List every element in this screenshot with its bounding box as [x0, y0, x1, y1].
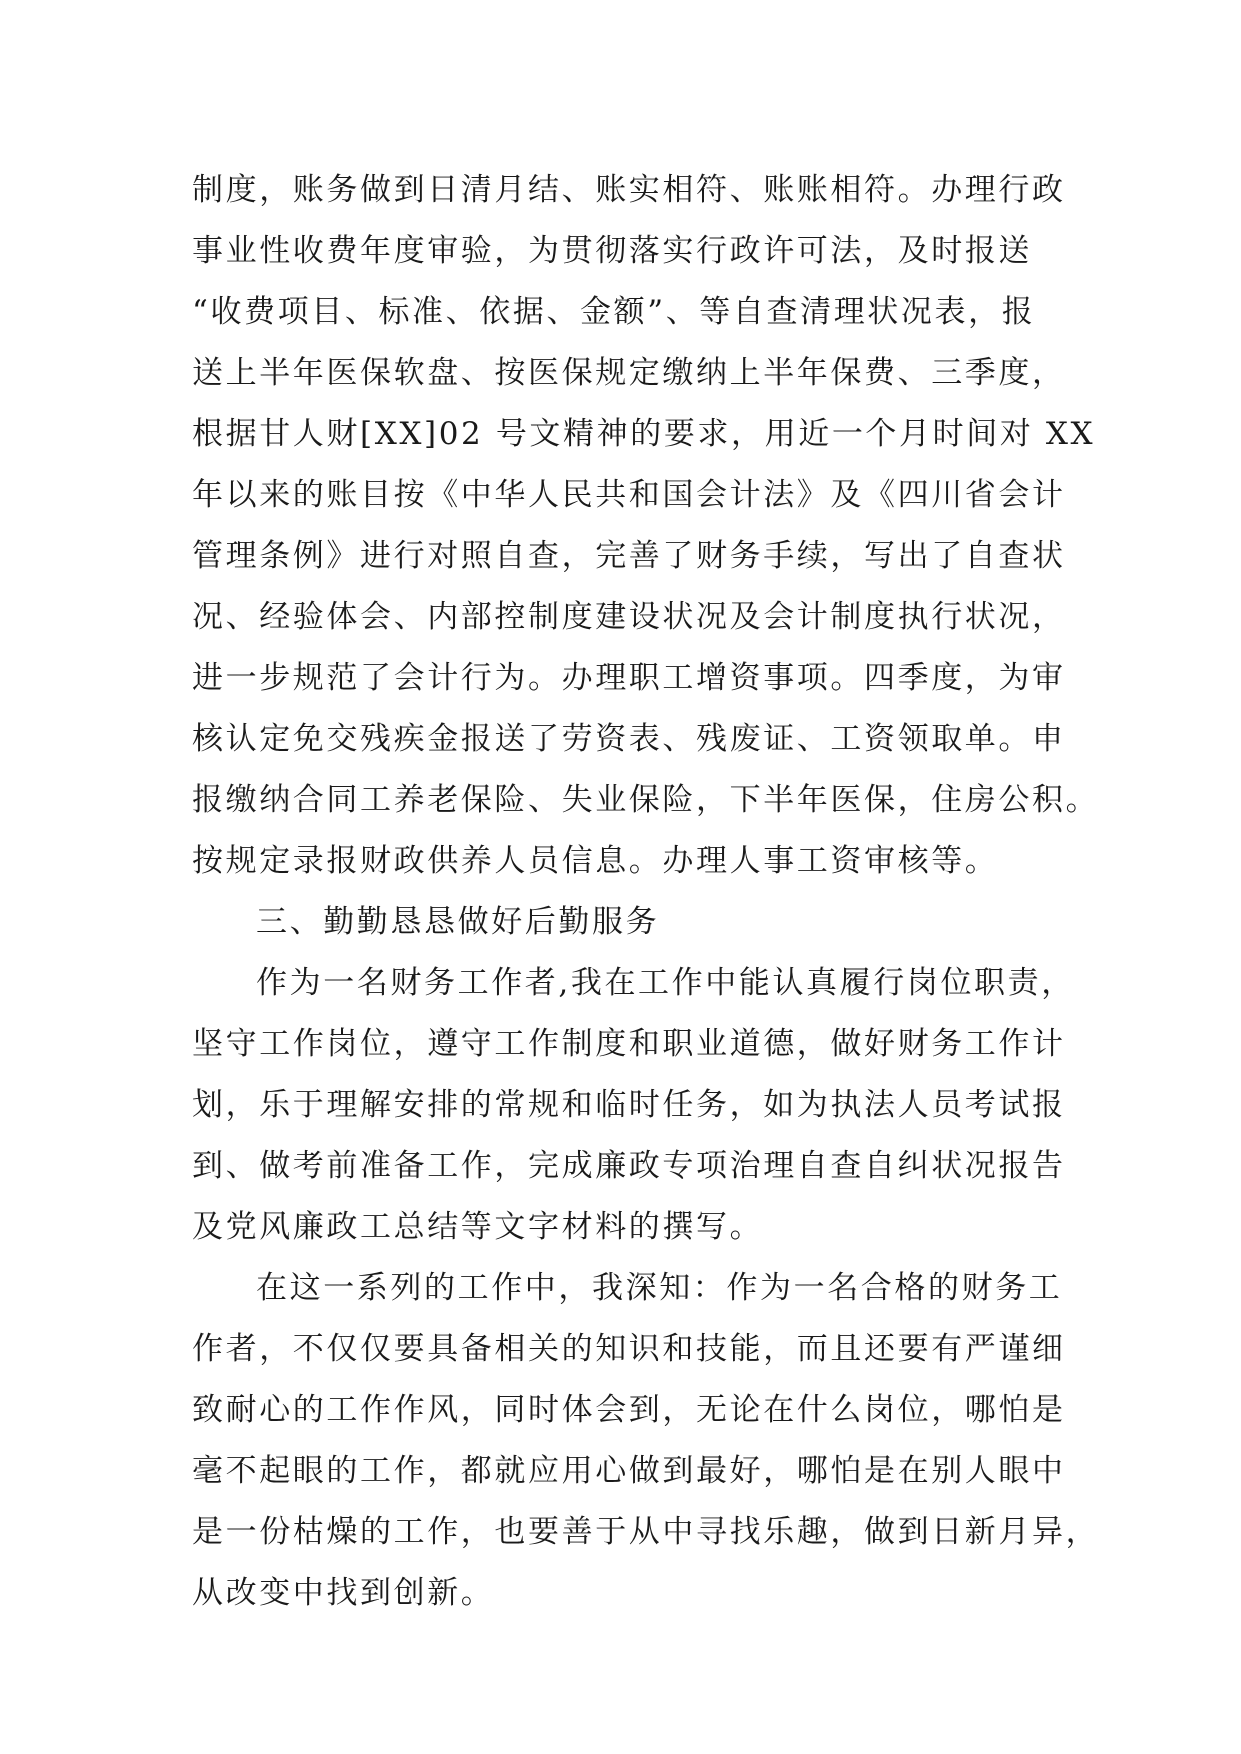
text-line: 制度，账务做到日清月结、账实相符、账账相符。办理行政: [192, 172, 1066, 208]
text-line: 根据甘人财[XX]02 号文精神的要求，用近一个月时间对 XX: [192, 416, 1096, 452]
text-line: 送上半年医保软盘、按医保规定缴纳上半年保费、三季度，: [192, 355, 1066, 391]
text-line: 核认定免交残疾金报送了劳资表、残废证、工资领取单。申: [192, 721, 1066, 757]
text-line: 是一份枯燥的工作，也要善于从中寻找乐趣，做到日新月异，: [192, 1514, 1100, 1550]
text-line: 作为一名财务工作者,我在工作中能认真履行岗位职责，: [256, 965, 1075, 1001]
text-line: 事业性收费年度审验，为贯彻落实行政许可法，及时报送: [192, 233, 1032, 269]
text-line: 进一步规范了会计行为。办理职工增资事项。四季度，为审: [192, 660, 1066, 696]
paragraph: [192, 160, 1100, 892]
text-line: “收费项目、标准、依据、金额”、等自查清理状况表，报: [192, 294, 1036, 330]
text-line: 况、经验体会、内部控制度建设状况及会计制度执行状况，: [192, 599, 1066, 635]
text-line: 作者，不仅仅要具备相关的知识和技能，而且还要有严谨细: [192, 1331, 1066, 1367]
text-line: 年以来的账目按《中华人民共和国会计法》及《四川省会计: [192, 477, 1066, 513]
text-line: 毫不起眼的工作，都就应用心做到最好，哪怕是在别人眼中: [192, 1453, 1066, 1489]
text-line: 管理条例》进行对照自查，完善了财务手续，写出了自查状: [192, 538, 1066, 574]
text-line: 从改变中找到创新。: [192, 1575, 495, 1611]
text-line: 坚守工作岗位，遵守工作制度和职业道德，做好财务工作计: [192, 1026, 1066, 1062]
document-body: [192, 160, 1100, 1624]
text-line: 报缴纳合同工养老保险、失业保险，下半年医保，住房公积。: [192, 782, 1100, 818]
text-line: 致耐心的工作作风，同时体会到，无论在什么岗位，哪怕是: [192, 1392, 1066, 1428]
text-line: 及党风廉政工总结等文字材料的撰写。: [192, 1209, 764, 1245]
paragraph: [192, 953, 1075, 1258]
paragraph: [192, 1258, 1100, 1624]
paragraph: [192, 892, 1072, 953]
text-line: 三、勤勤恳恳做好后勤服务: [256, 904, 660, 940]
text-line: 划，乐于理解安排的常规和临时任务，如为执法人员考试报: [192, 1087, 1066, 1123]
text-line: 到、做考前准备工作，完成廉政专项治理自查自纠状况报告: [192, 1148, 1066, 1184]
text-line: 在这一系列的工作中，我深知：作为一名合格的财务工: [256, 1270, 1063, 1306]
text-line: 按规定录报财政供养人员信息。办理人事工资审核等。: [192, 843, 999, 879]
